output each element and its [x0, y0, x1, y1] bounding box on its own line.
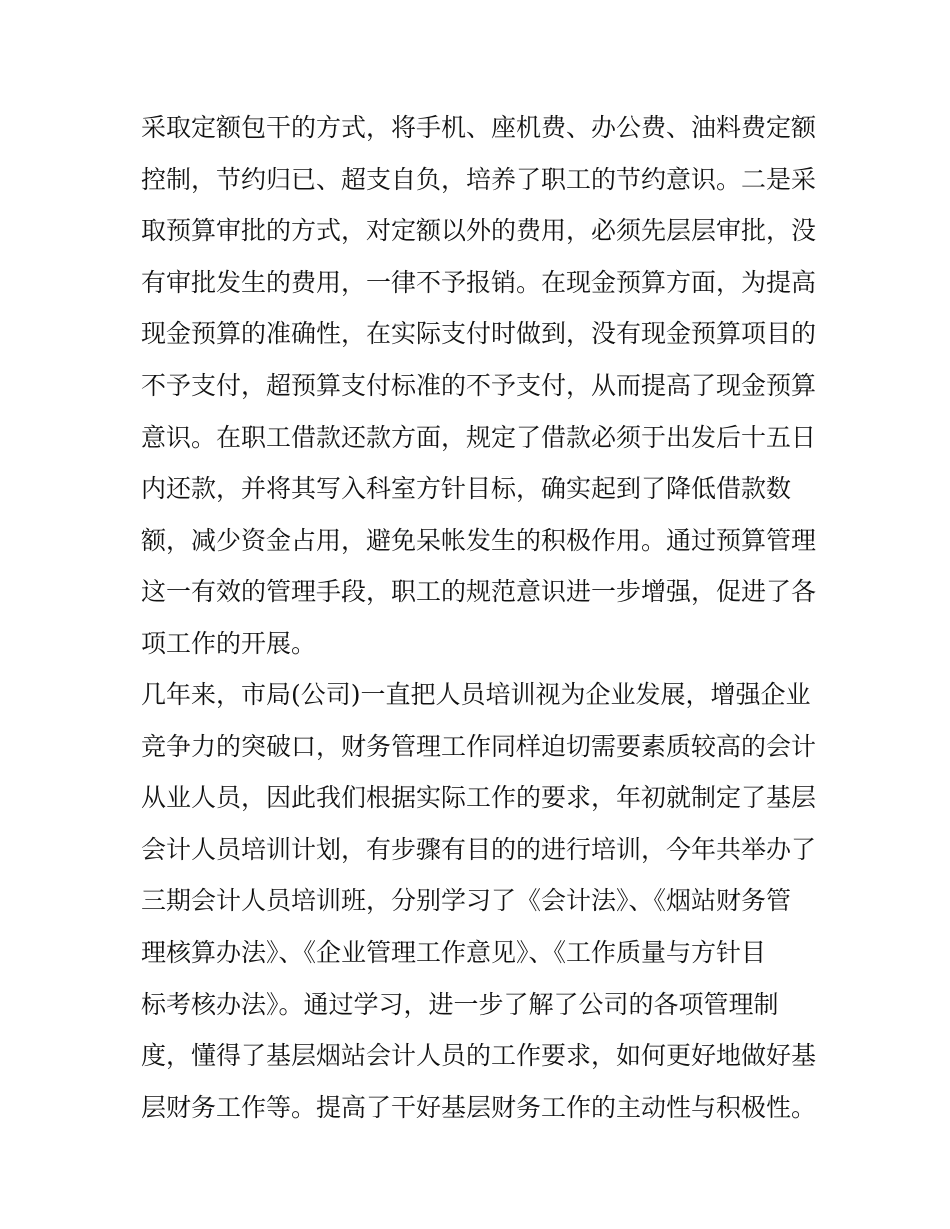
text-line: 层财务工作等。提高了干好基层财务工作的主动性与积极性。	[141, 1092, 817, 1122]
text-line: 额，减少资金占用，避免呆帐发生的积极作用。通过预算管理	[141, 525, 817, 555]
text-line: 这一有效的管理手段，职工的规范意识进一步增强，促进了各	[141, 577, 817, 607]
text-line: 取预算审批的方式，对定额以外的费用，必须先层层审批，没	[141, 216, 817, 246]
text-line: 几年来，市局(公司)一直把人员培训视为企业发展，增强企业	[141, 680, 811, 709]
text-line: 意识。在职工借款还款方面，规定了借款必须于出发后十五日	[141, 422, 817, 452]
text-line: 采取定额包干的方式，将手机、座机费、办公费、油料费定额	[141, 113, 817, 142]
text-line: 度，懂得了基层烟站会计人员的工作要求，如何更好地做好基	[141, 1041, 817, 1071]
text-line: 会计人员培训计划，有步骤有目的的进行培训，今年共举办了	[141, 834, 817, 864]
text-line: 内还款，并将其写入科室方针目标，确实起到了降低借款数	[141, 474, 792, 504]
text-line: 标考核办法》。通过学习，进一步了解了公司的各项管理制	[141, 989, 779, 1019]
text-line: 有审批发生的费用，一律不予报销。在现金预算方面，为提高	[141, 267, 817, 297]
text-line: 控制，节约归已、超支自负，培养了职工的节约意识。二是采	[141, 164, 817, 194]
text-line: 项工作的开展。	[141, 628, 317, 658]
text-line: 竞争力的突破口，财务管理工作同样迫切需要素质较高的会计	[141, 731, 817, 761]
text-line: 三期会计人员培训班，分别学习了《会计法》、《烟站财务管	[141, 886, 792, 916]
text-line: 理核算办法》、《企业管理工作意见》、《工作质量与方针目	[141, 937, 767, 967]
paragraph-budget-management	[141, 102, 821, 670]
paragraph-staff-training	[141, 669, 821, 1133]
text-line: 不予支付，超预算支付标准的不予支付，从而提高了现金预算	[141, 370, 817, 400]
text-line: 从业人员，因此我们根据实际工作的要求，年初就制定了基层	[141, 783, 817, 813]
text-line: 现金预算的准确性，在实际支付时做到，没有现金预算项目的	[141, 319, 817, 349]
